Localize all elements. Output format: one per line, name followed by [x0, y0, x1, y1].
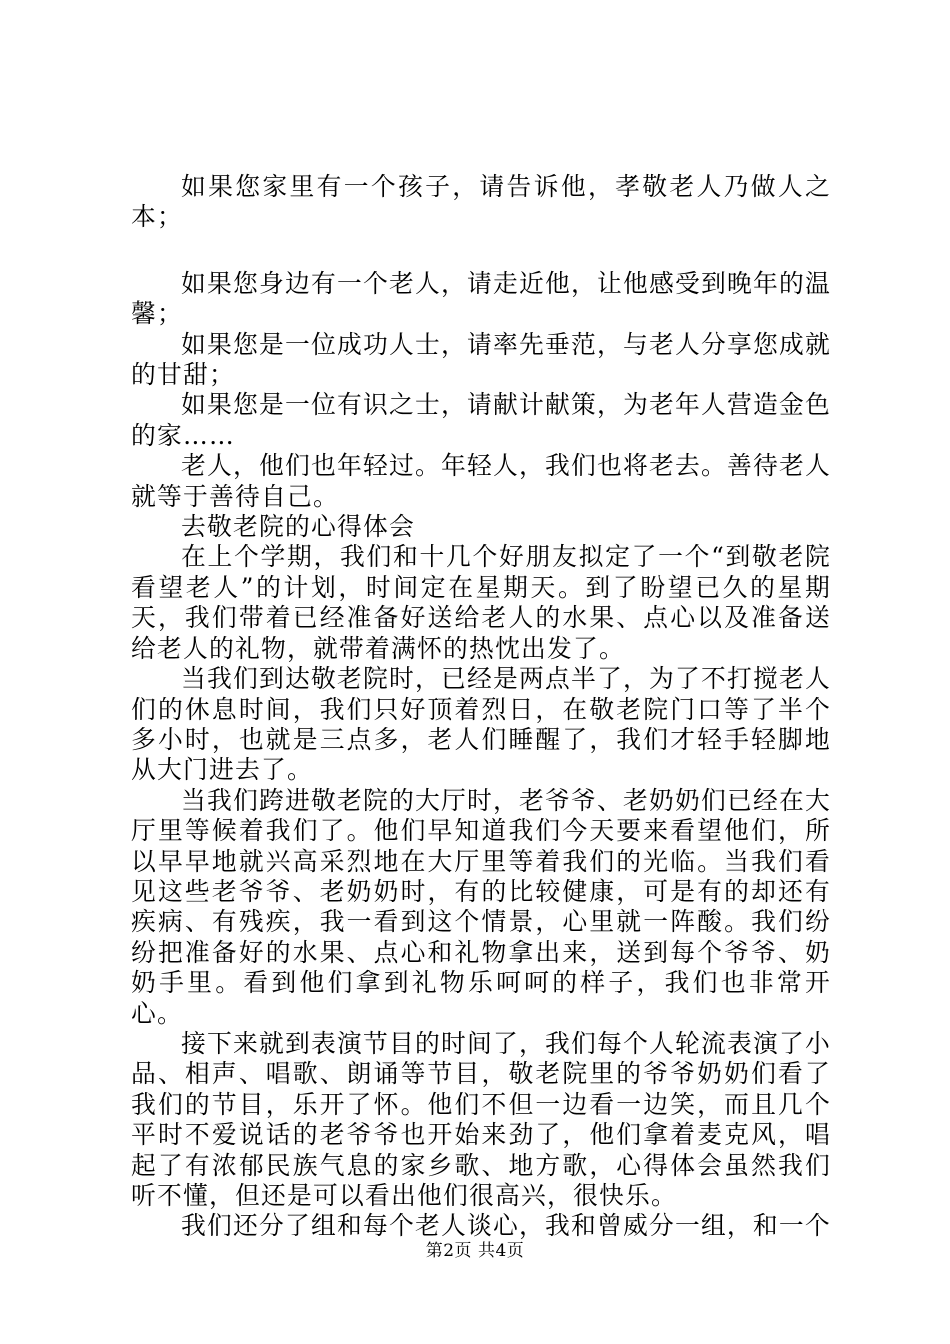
document-body [131, 172, 831, 1242]
paragraph-6: 在上个学期，我们和十几个好朋友拟定了一个“到敬老院看望老人”的计划，时间定在星期天。到了盼望已久的星期天，我们带着已经准备好送给老人的水果、点心以及准备送给老人的礼物，就带着满怀的热忱出发了。 [131, 542, 831, 663]
paragraph-1: 如果您家里有一个孩子，请告诉他，孝敬老人乃做人之本； [131, 172, 831, 232]
paragraph-5: 老人，他们也年轻过。年轻人，我们也将老去。善待老人就等于善待自己。 [131, 451, 831, 511]
paragraph-3: 如果您是一位成功人士，请率先垂范，与老人分享您成就的甘甜； [131, 329, 831, 390]
paragraph-7: 当我们到达敬老院时，已经是两点半了，为了不打搅老人们的休息时间，我们只好顶着烈日，在敬老院门口等了半个多小时，也就是三点多，老人们睡醒了，我们才轻手轻脚地从大门进去了。 [131, 664, 831, 785]
paragraph-9: 接下来就到表演节目的时间了，我们每个人轮流表演了小品、相声、唱歌、朗诵等节目，敬老院里的爷爷奶奶们看了我们的节目，乐开了怀。他们不但一边看一边笑，而且几个平时不爱说话的老爷爷也开始来劲了，他们拿着麦克风，唱起了有浓郁民族气息的家乡歌、地方歌，心得体会虽然我们听不懂，但还是可以看出他们很高兴，很快乐。 [131, 1028, 831, 1210]
section-heading: 去敬老院的心得体会 [181, 512, 415, 542]
paragraph-10: 我们还分了组和每个老人谈心，我和曾威分一组，和一个 [181, 1211, 831, 1241]
paragraph-8: 当我们跨进敬老院的大厅时，老爷爷、老奶奶们已经在大厅里等候着我们了。他们早知道我们今天要来看望他们，所以早早地就兴高采烈地在大厅里等着我们的光临。当我们看见这些老爷爷、老奶奶时，有的比较健康，可是有的却还有疾病、有残疾，我一看到这个情景，心里就一阵酸。我们纷纷把准备好的水果、点心和礼物拿出来，送到每个爷爷、奶奶手里。看到他们拿到礼物乐呵呵的样子，我们也非常开心。 [131, 785, 831, 1028]
page-number-footer: 第2页 共4页 [425, 1241, 525, 1261]
paragraph-2: 如果您身边有一个老人，请走近他，让他感受到晚年的温馨； [131, 268, 831, 329]
paragraph-4: 如果您是一位有识之士，请献计献策，为老年人营造金色的家…… [131, 390, 831, 450]
